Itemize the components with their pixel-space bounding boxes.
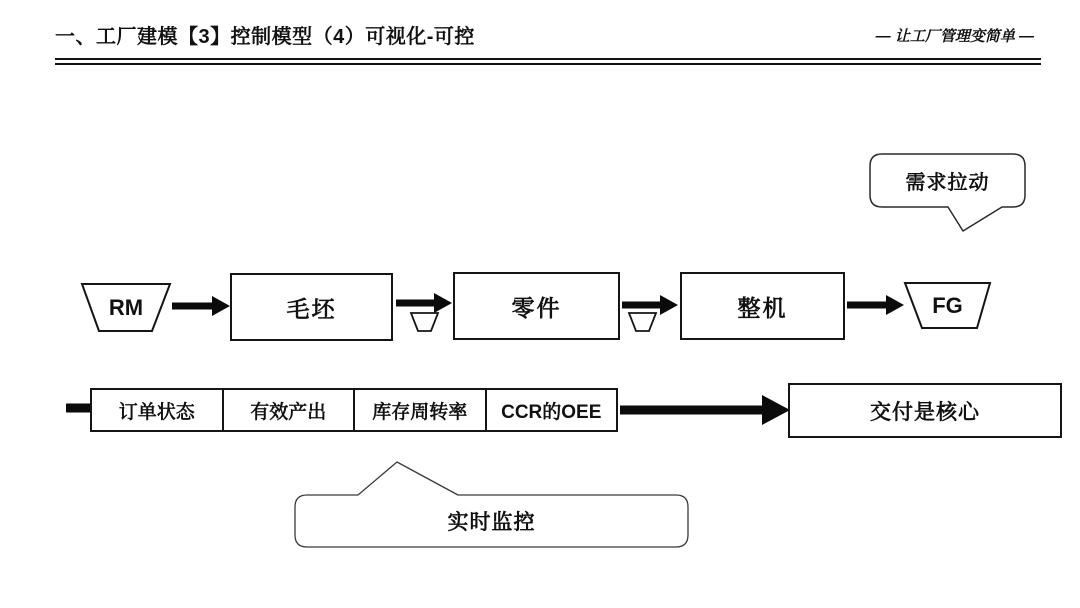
- delivery-result-box: 交付是核心: [788, 383, 1062, 438]
- kpi-result-arrow-icon: [620, 395, 790, 425]
- stage-box-parts: 零件: [453, 272, 620, 340]
- page-title: 一、工厂建模【3】控制模型（4）可视化-可控: [55, 26, 475, 48]
- stage-box-assembly: 整机: [680, 272, 845, 340]
- kpi-row: [90, 388, 618, 432]
- kpi-cell-ccr-oee: CCR的OEE: [485, 390, 617, 430]
- slogan-text: — 让工厂管理变简单 —: [875, 28, 1034, 45]
- rm-source-label: RM: [108, 294, 144, 320]
- flow-arrow-3-icon: [622, 295, 678, 315]
- flow-arrow-4-icon: [847, 295, 904, 315]
- flow-arrow-1-icon: [172, 296, 230, 316]
- kpi-cell-order-status: 订单状态: [118, 401, 195, 423]
- kpi-cell-inventory-turnover: 库存周转率: [353, 390, 485, 430]
- inventory-buffer-1-icon: [411, 313, 438, 331]
- fg-sink-label: FG: [932, 292, 963, 318]
- stage-box-blank: 毛坯: [230, 273, 393, 341]
- inventory-buffer-2-icon: [629, 313, 656, 331]
- flow-arrow-2-icon: [396, 293, 452, 313]
- realtime-monitor-label: 实时监控: [447, 511, 536, 534]
- demand-pull-label: 需求拉动: [905, 172, 990, 194]
- kpi-cell-throughput: 有效产出: [222, 390, 354, 430]
